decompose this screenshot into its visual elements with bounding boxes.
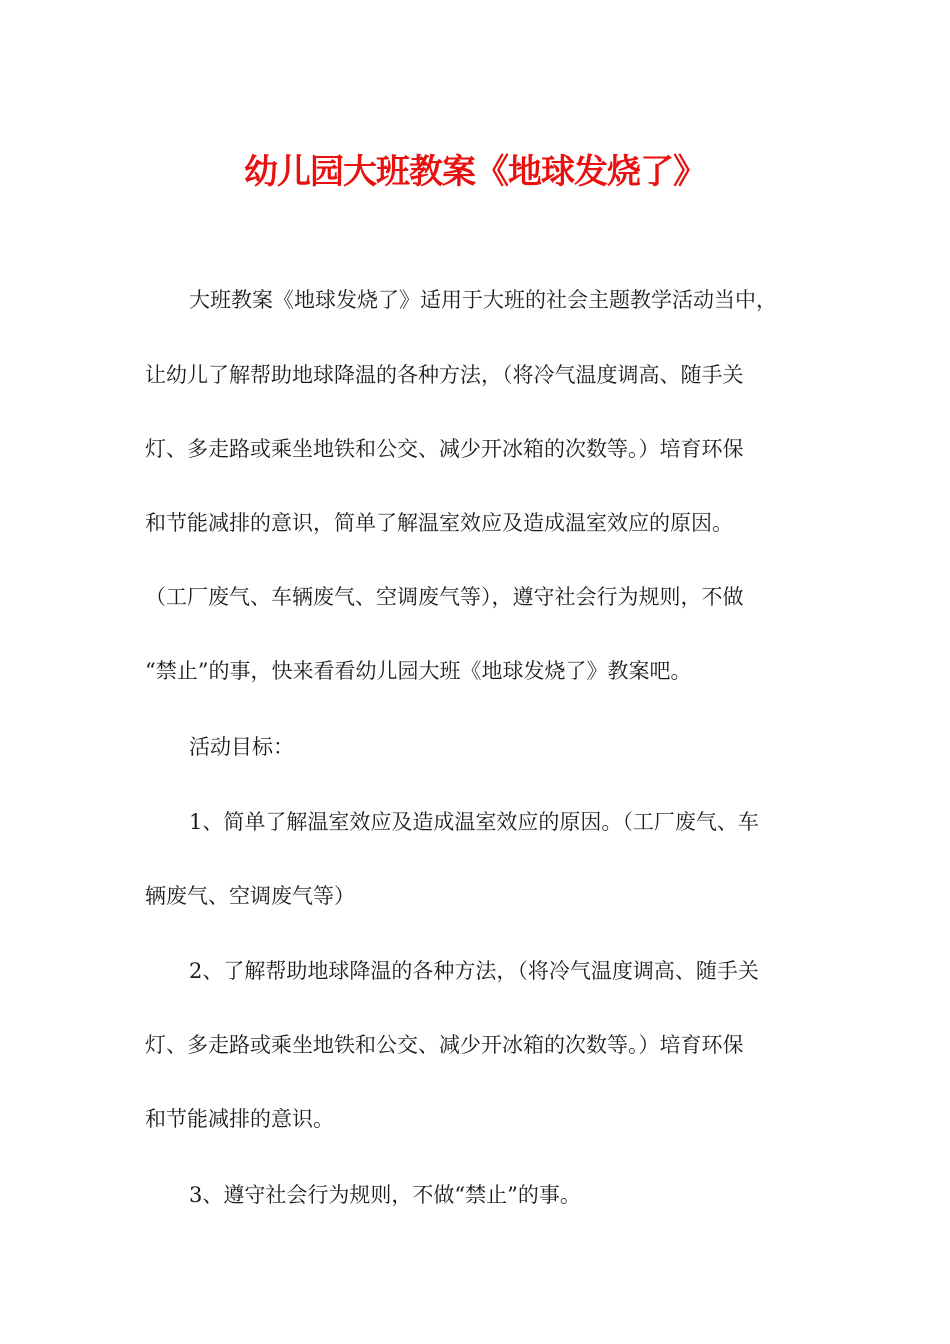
goal-2-line-2: 灯、多走路或乘坐地铁和公交、减少开冰箱的次数等。）培育环保 bbox=[145, 1033, 744, 1057]
intro-line-5: （工厂废气、车辆废气、空调废气等），遵守社会行为规则，不做 bbox=[145, 585, 744, 609]
document-title: 幼儿园大班教案《地球发烧了》 bbox=[244, 152, 706, 192]
intro-line-2: 让幼儿了解帮助地球降温的各种方法，（将冷气温度调高、随手关 bbox=[145, 363, 744, 387]
goal-2-line-1: 2、了解帮助地球降温的各种方法，（将冷气温度调高、随手关 bbox=[189, 959, 759, 983]
intro-line-6: “禁止”的事，快来看看幼儿园大班《地球发烧了》教案吧。 bbox=[145, 659, 692, 683]
intro-line-4: 和节能减排的意识，简单了解温室效应及造成温室效应的原因。 bbox=[145, 511, 733, 535]
intro-line-3: 灯、多走路或乘坐地铁和公交、减少开冰箱的次数等。）培育环保 bbox=[145, 437, 744, 461]
goals-heading: 活动目标： bbox=[189, 735, 294, 759]
goal-1-line-2: 辆废气、空调废气等） bbox=[145, 884, 355, 908]
intro-line-1: 大班教案《地球发烧了》适用于大班的社会主题教学活动当中， bbox=[189, 288, 777, 312]
goal-3-line-1: 3、遵守社会行为规则，不做“禁止”的事。 bbox=[189, 1183, 581, 1207]
goal-1-line-1: 1、简单了解温室效应及造成温室效应的原因。（工厂废气、车 bbox=[189, 810, 759, 834]
goal-2-line-3: 和节能减排的意识。 bbox=[145, 1107, 334, 1131]
